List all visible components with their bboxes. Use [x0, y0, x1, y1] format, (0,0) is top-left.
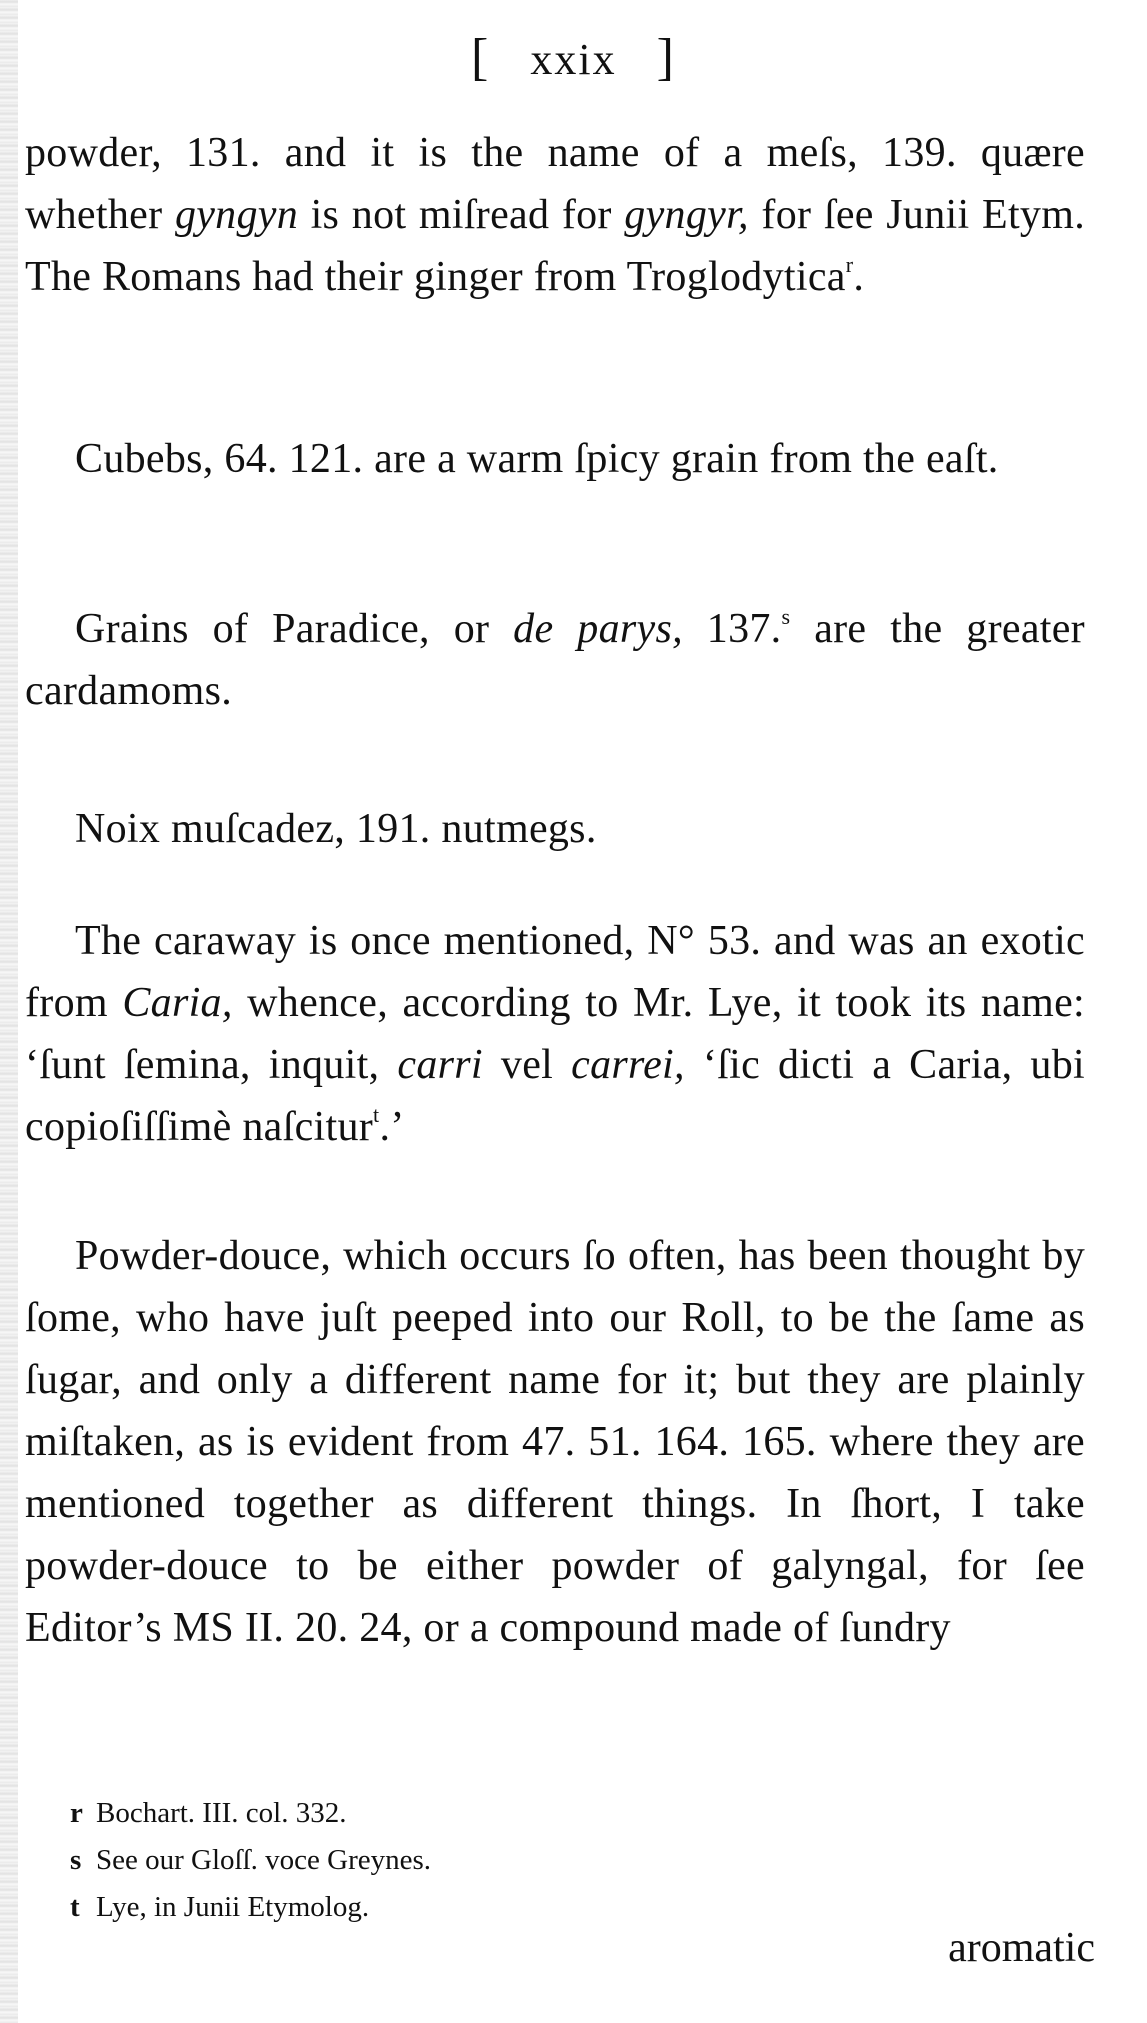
footnote-text: See our Gloſſ. voce Greynes. [96, 1844, 432, 1876]
paragraph-text: Noix muſcadez, 191. nutmegs. [75, 806, 597, 852]
paragraph-powder-douce [25, 1225, 1085, 1659]
italic-run: carrei, [571, 1042, 685, 1088]
paragraph-grains-of-paradise [25, 598, 1085, 722]
text-run: Grains of Paradice, or [75, 606, 514, 652]
footnote-marker: t [70, 1891, 80, 1923]
text-run: for ſee Junii Etym. The Romans had their ginger from Troglodytica [25, 192, 1086, 300]
text-run: .’ [379, 1104, 405, 1150]
footnote-reference: s [781, 604, 791, 629]
paragraph-text: Powder-douce, which occurs ſo often, has been thought by ſome, who have juſt peeped into our Roll, to be the ſame as ſugar, and only a different name for it; but they are plainly miſtaken, as is evident from 47. 51. 164. 165. where they are mentioned together as different things. In ſhort, I take powder-douce to be either powder of galyngal, for ſee Editor’s MS II. 20. 24, or a compound made of ſundry [25, 1233, 1085, 1651]
italic-run: Caria, [122, 980, 233, 1026]
text-run: vel [482, 1042, 572, 1088]
text-run: is not miſread for [298, 192, 625, 238]
page-number: xxix [530, 35, 617, 84]
paragraph-caraway [25, 910, 1085, 1158]
italic-run: carri [397, 1042, 483, 1088]
footnote-reference: t [373, 1102, 380, 1127]
text-run: The caraway is once mentioned, N° 53. and was an exotic from [25, 918, 1085, 1026]
page-header [0, 28, 1147, 87]
text-run: . [853, 254, 865, 300]
italic-run: gyngyn [174, 192, 299, 238]
header-close-bracket: ] [656, 29, 676, 86]
footnote [70, 1837, 870, 1884]
footnote-marker: s [70, 1844, 82, 1876]
footnote [70, 1790, 870, 1837]
paragraph-text [25, 910, 1085, 1158]
text-run: 137. [682, 606, 782, 652]
footnote-reference: r [845, 252, 854, 277]
paragraph-ginger [25, 122, 1085, 308]
italic-run: de parys, [513, 606, 683, 652]
paragraph-text: Cubebs, 64. 121. are a warm ſpicy grain from the eaſt. [75, 436, 999, 482]
footnote [70, 1884, 870, 1931]
catchword: aromatic [948, 1925, 1095, 1971]
footnote-text: Bochart. III. col. 332. [96, 1797, 347, 1829]
paragraph-nutmegs [25, 798, 1085, 860]
footnotes [70, 1790, 870, 1931]
italic-run: gyngyr, [624, 192, 749, 238]
text-run: powder, 131. and it is the name of a meſs, 139. quære whether [25, 130, 1085, 238]
text-run: are the greater cardamoms. [25, 606, 1085, 714]
footnote-marker: r [70, 1797, 83, 1829]
text-run: ‘ſic dicti a Caria, ubi copioſiſſimè naſcitur [25, 1042, 1085, 1150]
footnote-text: Lye, in Junii Etymolog. [96, 1891, 370, 1923]
header-open-bracket: [ [471, 29, 491, 86]
paragraph-cubebs [25, 428, 1085, 490]
paragraph-text [25, 122, 1085, 308]
paragraph-text [25, 598, 1085, 722]
binding-gutter [0, 0, 18, 2023]
text-run: whence, according to Mr. Lye, it took its name: ‘ſunt ſemina, inquit, [25, 980, 1085, 1088]
